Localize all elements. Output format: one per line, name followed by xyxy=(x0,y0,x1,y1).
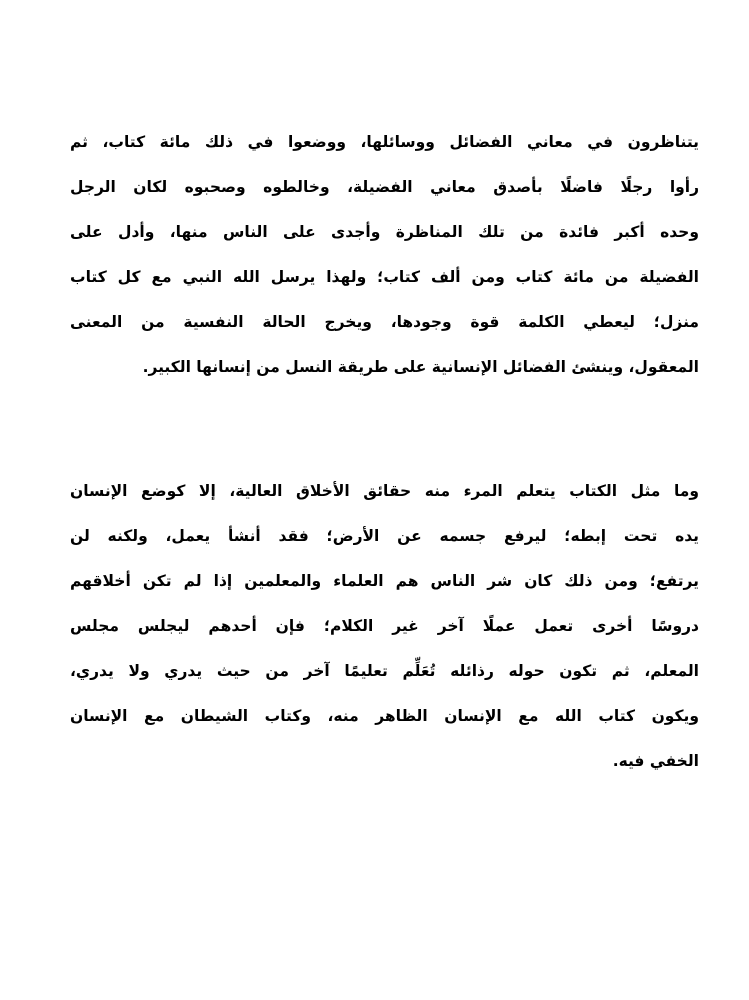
paragraph-line: منزل؛ ليعطي الكلمة قوة وجودها، ويخرج الحالة النفسية من المعنى xyxy=(70,313,699,331)
paragraph-line: الخفي فيه. xyxy=(612,752,699,770)
paragraph-line: رأوا رجلًا فاضلًا بأصدق معاني الفضيلة، وخالطوه وصحبوه لكان الرجل xyxy=(70,178,699,196)
paragraph-line: يرتفع؛ ومن ذلك كان شر الناس هم العلماء والمعلمين إذا لم تكن أخلاقهم xyxy=(70,572,699,590)
paragraph-line: دروسًا أخرى تعمل عملًا آخر غير الكلام؛ فإن أحدهم ليجلس مجلس xyxy=(70,617,699,635)
paragraph-line: يتناظرون في معاني الفضائل ووسائلها، ووضعوا في ذلك مائة كتاب، ثم xyxy=(70,133,699,151)
paragraph-line: ويكون كتاب الله مع الإنسان الظاهر منه، وكتاب الشيطان مع الإنسان xyxy=(70,707,699,725)
paragraph-line: المعلم، ثم تكون حوله رذائله تُعَلِّم تعليمًا آخر من حيث يدري ولا يدري، xyxy=(70,662,699,680)
paragraph-line: وما مثل الكتاب يتعلم المرء منه حقائق الأخلاق العالية، إلا كوضع الإنسان xyxy=(70,482,699,500)
paragraph-1 xyxy=(70,120,699,390)
paragraph-line: يده تحت إبطه؛ ليرفع جسمه عن الأرض؛ فقد أنشأ يعمل، ولكنه لن xyxy=(70,527,699,545)
paragraph-line: وحده أكبر فائدة من تلك المناظرة وأجدى على الناس منها، وأدل على xyxy=(70,223,699,241)
paragraph-line: الفضيلة من مائة كتاب ومن ألف كتاب؛ ولهذا يرسل الله النبي مع كل كتاب xyxy=(70,268,699,286)
paragraph-line: المعقول، وينشئ الفضائل الإنسانية على طريقة النسل من إنسانها الكبير. xyxy=(142,358,699,376)
paragraph-2 xyxy=(70,469,699,784)
